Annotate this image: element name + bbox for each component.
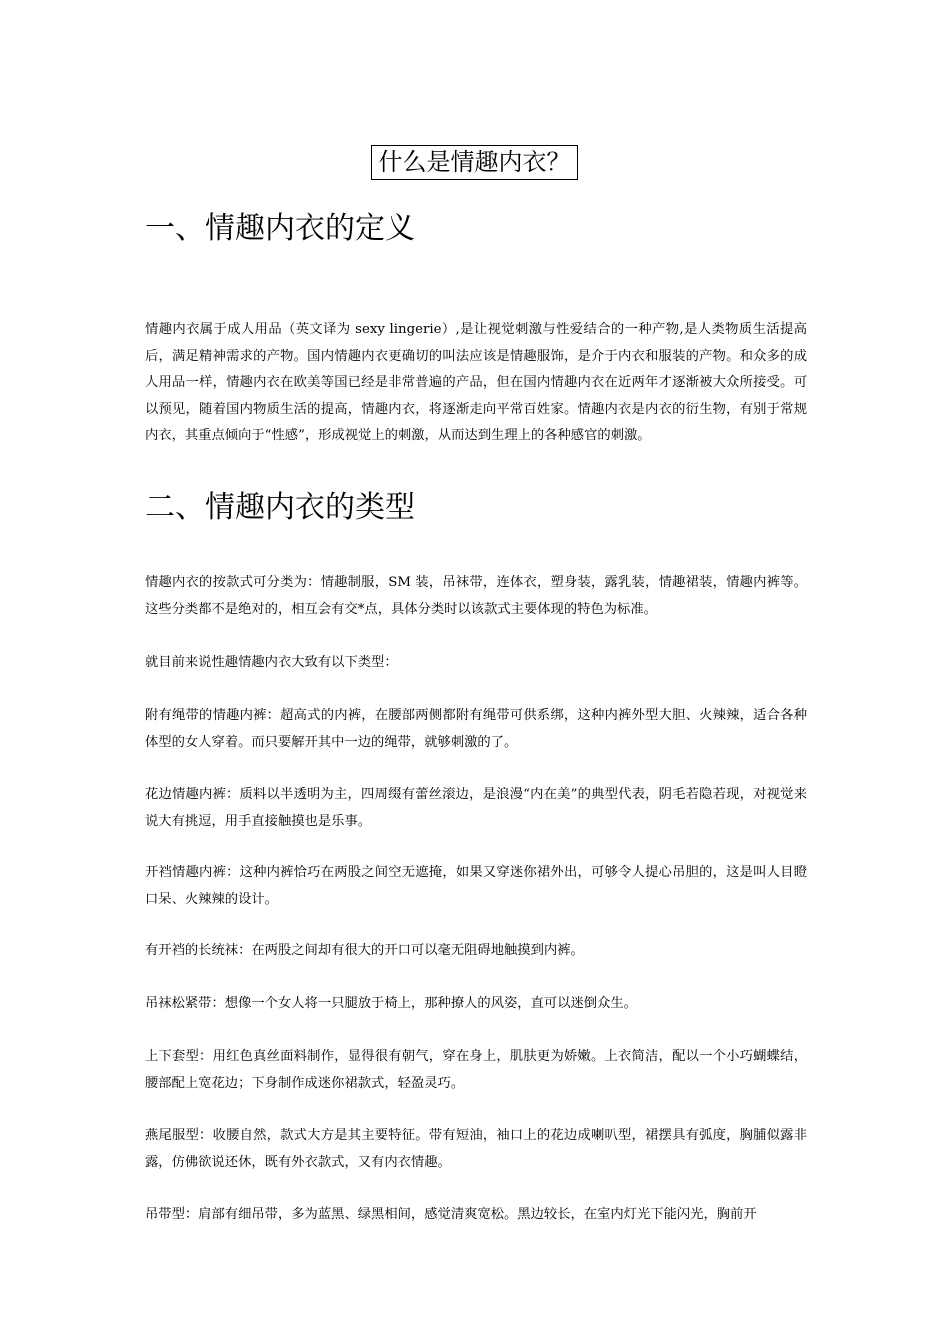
paragraph-definition: 情趣内衣属于成人用品（英文译为 sexy lingerie）,是让视觉刺激与性爱结合的一种产物,是人类物质生活提高后，满足精神需求的产物。国内情趣内衣更确切的叫法应该是情趣服饰，是介于内衣和服装的产物。和众多的成人用品一样，情趣内衣在欧美等国已经是非常普遍的产品，但在国内情趣内衣在近两年才逐渐被大众所接受。可以预见，随着国内物质生活的提高，情趣内衣，将逐渐走向平常百姓家。情趣内衣是内衣的衍生物，有别于常规内衣，其重点倾向于“性感”，形成视觉上的刺激，从而达到生理上的各种感官的刺激。 <box>145 322 807 443</box>
document-title: 什么是情趣内衣？ <box>371 145 578 180</box>
section-heading-types: 二、情趣内衣的类型 <box>145 490 415 525</box>
paragraph-type-lace-panties: 花边情趣内裤：质料以半透明为主，四周缀有蕾丝滚边，是浪漫“内在美”的典型代表，阴毛若隐若现，对视觉来说大有挑逗，用手直接触摸也是乐事。 <box>145 787 807 829</box>
paragraph-types-intro: 就目前来说性趣情趣内衣大致有以下类型： <box>145 655 398 670</box>
paragraph-type-open-stockings: 有开裆的长统袜：在两股之间却有很大的开口可以毫无阻碍地触摸到内裤。 <box>145 943 584 958</box>
section-heading-definition: 一、情趣内衣的定义 <box>145 211 415 246</box>
paragraph-type-open-crotch-panties: 开裆情趣内裤：这种内裤恰巧在两股之间空无遮掩，如果又穿迷你裙外出，可够令人提心吊胆的，这是叫人目瞪口呆、火辣辣的设计。 <box>145 865 807 907</box>
paragraph-type-garter-belt: 吊袜松紧带：想像一个女人将一只腿放于椅上，那种撩人的风姿，直可以迷倒众生。 <box>145 996 637 1011</box>
paragraph-type-camisole: 吊带型：肩部有细吊带，多为蓝黑、绿黑相间，感觉清爽宽松。黑边较长，在室内灯光下能闪光，胸前开 <box>145 1207 757 1222</box>
paragraph-type-tailcoat: 燕尾服型：收腰自然，款式大方是其主要特征。带有短油，袖口上的花边成喇叭型，裙摆具有弧度，胸脯似露非露，仿佛欲说还休，既有外衣款式，又有内衣情趣。 <box>145 1128 807 1170</box>
paragraph-type-two-piece-set: 上下套型：用红色真丝面料制作，显得很有朝气，穿在身上，肌肤更为娇嫩。上衣简洁，配以一个小巧蝴蝶结，腰部配上宽花边；下身制作成迷你裙款式，轻盈灵巧。 <box>145 1049 807 1091</box>
paragraph-types-classification: 情趣内衣的按款式可分类为：情趣制服，SM 装，吊袜带，连体衣，塑身装，露乳装，情趣裙装，情趣内裤等。这些分类都不是绝对的，相互会有交*点，具体分类时以该款式主要体现的特色为标准。 <box>145 575 807 617</box>
paragraph-type-string-panties: 附有绳带的情趣内裤：超高式的内裤，在腰部两侧都附有绳带可供系绑，这种内裤外型大胆、火辣辣，适合各种体型的女人穿着。而只要解开其中一边的绳带，就够刺激的了。 <box>145 708 807 750</box>
